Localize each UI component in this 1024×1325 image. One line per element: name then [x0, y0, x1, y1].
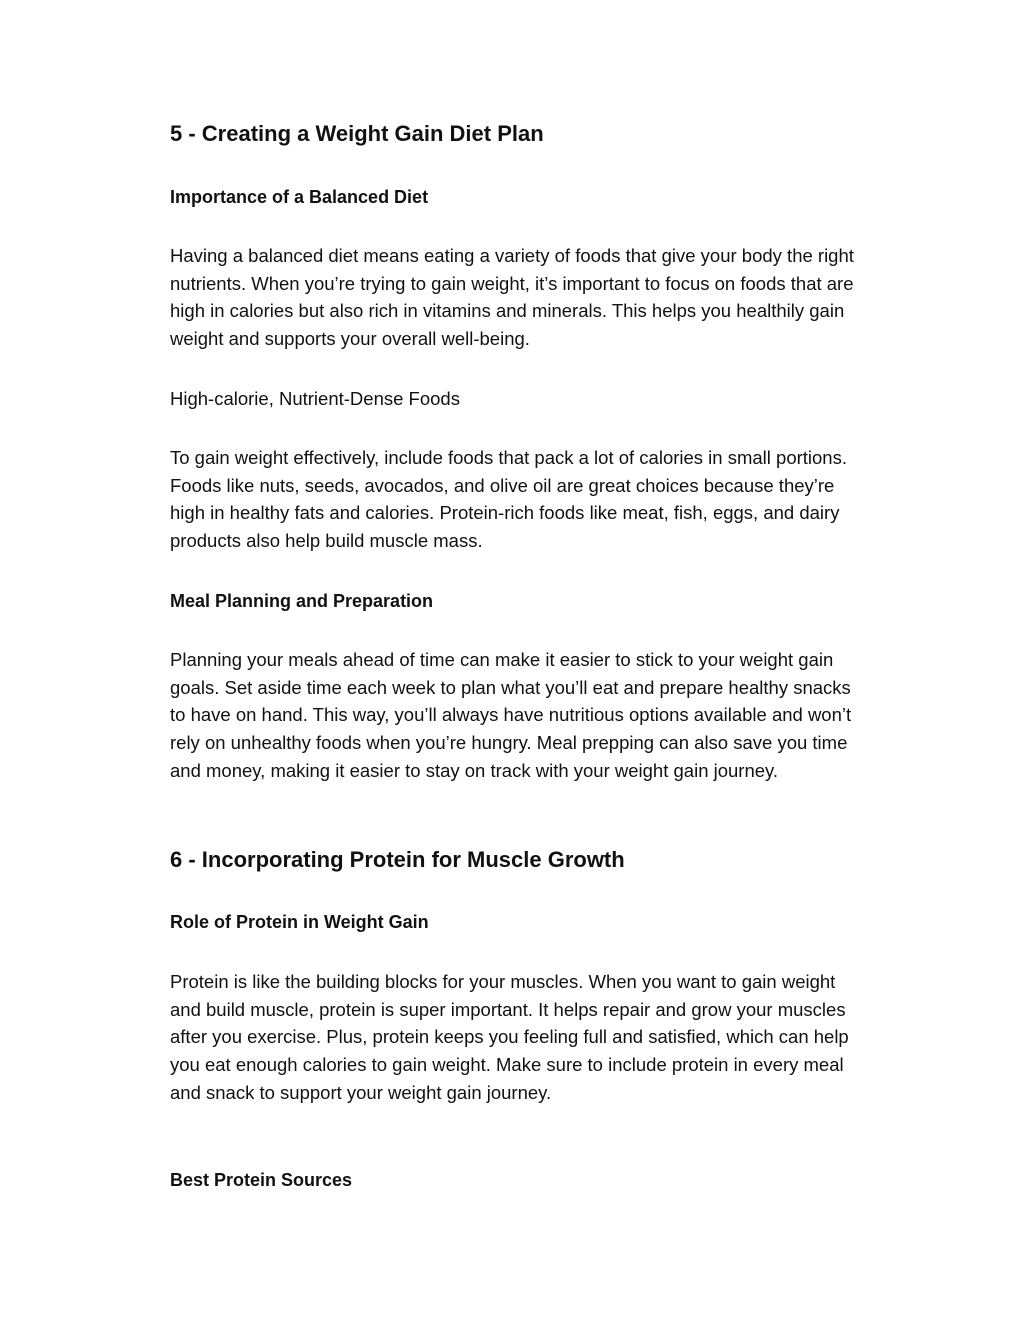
meal-planning-paragraph: Planning your meals ahead of time can make it easier to stick to your weight gain goals. Set aside time each week to plan what you’ll eat and prepare healthy snacks to have on hand. This way, you’ll always have nutritious options available and won’t rely on unhealthy foods when you’re hungry. Meal prepping can also save you time and money, making it easier to stay on track with your weight gain journey. [170, 649, 852, 781]
balanced-diet-paragraph: Having a balanced diet means eating a variety of foods that give your body the right nutrients. When you’re trying to gain weight, it’s important to focus on foods that are high in calories but also rich in vitamins and minerals. This helps you healthily gain weight and supports your overall well-being. [170, 245, 854, 350]
balanced-diet-heading: Importance of a Balanced Diet [170, 187, 429, 207]
section-6-title: 6 - Incorporating Protein for Muscle Growth [170, 847, 625, 872]
protein-sources-heading: Best Protein Sources [170, 1170, 353, 1190]
protein-role-heading: Role of Protein in Weight Gain [170, 912, 429, 932]
meal-planning-heading: Meal Planning and Preparation [170, 591, 434, 611]
nutrient-foods-paragraph: To gain weight effectively, include foods that pack a lot of calories in small portions. Foods like nuts, seeds, avocados, and olive oil are great choices because they’re high in healthy fats and calories. Protein-rich foods like meat, fish, eggs, and dairy products also help build muscle mass. [170, 447, 847, 552]
section-5-title: 5 - Creating a Weight Gain Diet Plan [170, 121, 544, 146]
nutrient-foods-heading: High-calorie, Nutrient-Dense Foods [170, 388, 460, 409]
protein-role-paragraph: Protein is like the building blocks for your muscles. When you want to gain weight and build muscle, protein is super important. It helps repair and grow your muscles after you exercise. Plus, protein keeps you feeling full and satisfied, which can help you eat enough calories to gain weight. Make sure to include protein in every meal and snack to support your weight gain journey. [170, 971, 849, 1103]
